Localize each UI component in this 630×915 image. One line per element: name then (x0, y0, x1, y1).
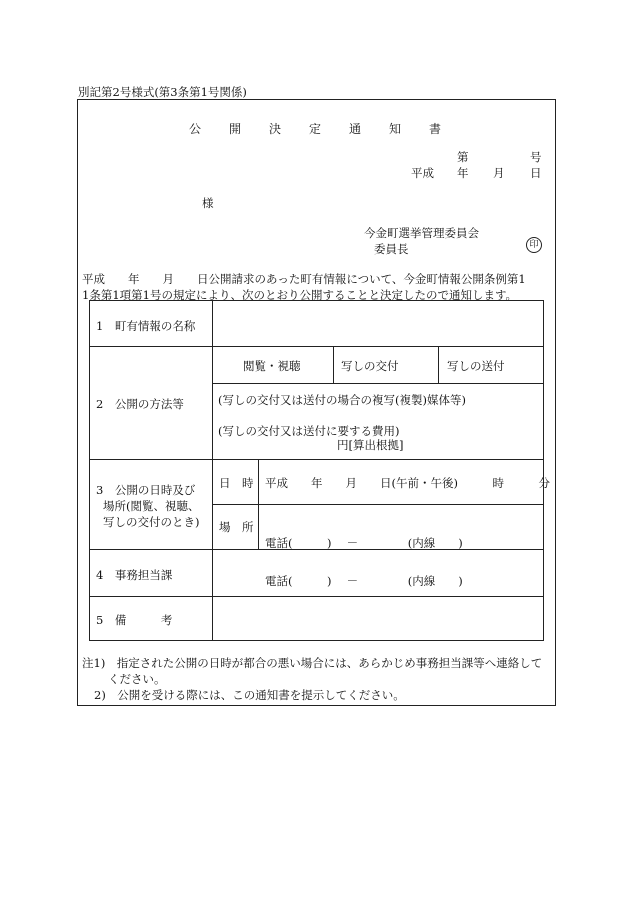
note-1: 注1) 指定された公開の日時が都合の悪い場合には、あらかじめ事務担当課等へ連絡して (82, 656, 543, 670)
info-table (89, 300, 544, 641)
row4-phone: 電話( ) － (内線 ) (265, 574, 463, 588)
row4-label: 4 事務担当課 (96, 568, 173, 582)
medium-note: (写しの交付又は送付の場合の複写(複製)媒体等) (218, 393, 466, 407)
seal-icon: 印 (526, 237, 542, 253)
table-divider (89, 596, 544, 597)
title-char: 知 (389, 122, 402, 136)
title-char: 決 (268, 122, 281, 136)
row3-label: 写しの交付のとき) (103, 515, 200, 529)
issuer-org: 今金町選挙管理委員会 (364, 226, 479, 240)
method-option: 写しの交付 (341, 359, 399, 373)
cost-note: (写しの交付又は送付に要する費用) (218, 424, 400, 438)
title-char: 定 (308, 122, 321, 136)
note-1-cont: ください。 (108, 672, 166, 686)
number-dai: 第 (457, 150, 469, 164)
table-divider (212, 504, 544, 505)
date-era: 平成 (411, 166, 434, 180)
issuer-title: 委員長 (374, 242, 409, 256)
title-char: 通 (349, 122, 362, 136)
row3-label: 3 公開の日時及び (96, 483, 196, 497)
method-option: 写しの送付 (447, 359, 505, 373)
row3-label: 場所(閲覧、視聴、 (103, 499, 200, 513)
addressee-suffix: 様 (202, 196, 214, 210)
method-option: 閲覧・視聴 (243, 359, 301, 373)
cost-basis: 円[算出根拠] (337, 438, 404, 452)
place-label: 場 所 (219, 520, 254, 534)
note-2: 2) 公開を受ける際には、この通知書を提示してください。 (94, 688, 405, 702)
number-go: 号 (530, 150, 542, 164)
datetime-label: 日 時 (219, 476, 254, 490)
table-divider (89, 346, 544, 347)
row1-label: 1 町有情報の名称 (96, 319, 196, 333)
table-divider (89, 459, 544, 460)
table-divider (333, 346, 334, 383)
title-char: 開 (228, 122, 241, 136)
form-caption: 別記第2号様式(第3条第1号関係) (78, 85, 247, 99)
date-year: 年 (457, 166, 469, 180)
date-month: 月 (493, 166, 505, 180)
body-line-1: 平成 年 月 日公開請求のあった町有情報について、今金町情報公開条例第1 (82, 272, 526, 286)
row2-label: 2 公開の方法等 (96, 397, 184, 411)
table-divider (258, 459, 259, 549)
datetime-value: 平成 年 月 日(午前・午後) 時 分 (265, 476, 550, 490)
table-divider (212, 383, 544, 384)
table-divider (212, 300, 213, 641)
date-day: 日 (530, 166, 542, 180)
place-phone: 電話( ) － (内線 ) (265, 536, 463, 550)
title-char: 公 (188, 122, 201, 136)
table-divider (438, 346, 439, 383)
row5-label: 5 備 考 (96, 613, 173, 627)
document-title (0, 120, 630, 137)
title-char: 書 (429, 122, 442, 136)
body-line-2: 1条第1項第1号の規定により、次のとおり公開することと決定したので通知します。 (82, 288, 518, 302)
